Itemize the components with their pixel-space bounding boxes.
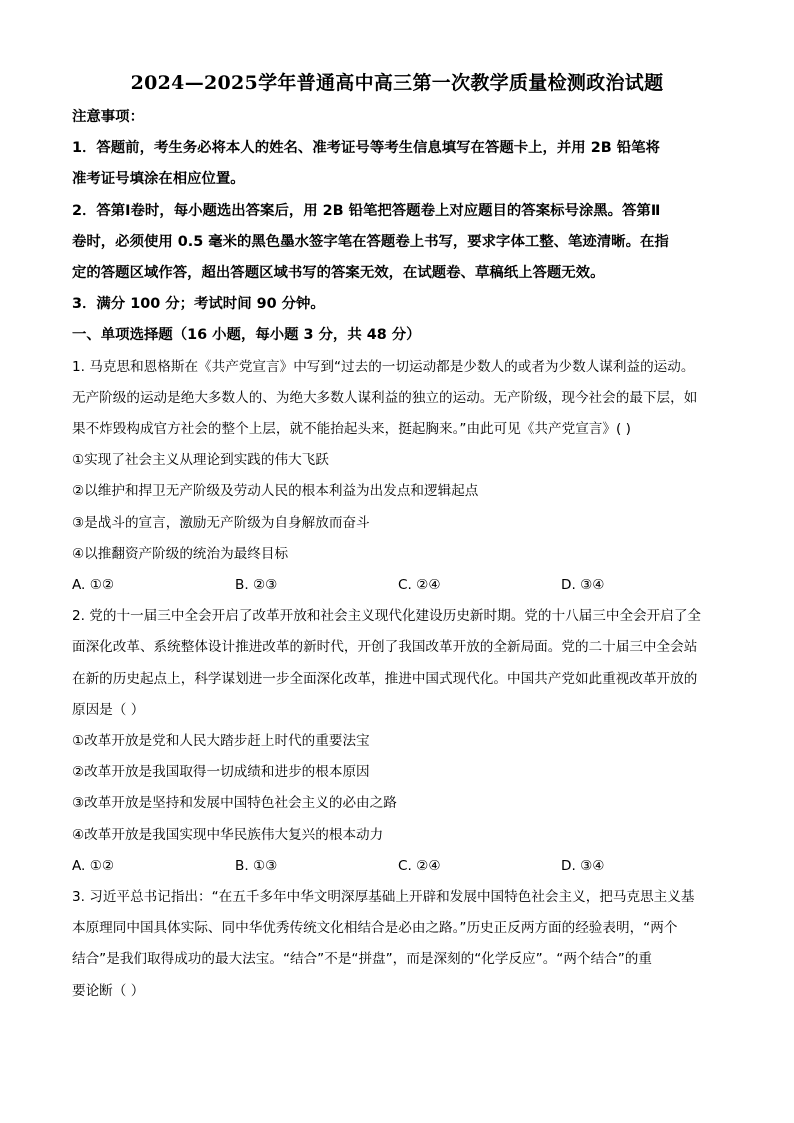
question-statement: ④以推翻资产阶级的统治为最终目标	[72, 545, 289, 562]
question-stem-line: 3. 习近平总书记指出：“在五千多年中华文明深厚基础上开辟和发展中国特色社会主义，把马克思主义基	[72, 889, 695, 906]
answer-options	[72, 570, 724, 601]
notice-line: 定的答题区域作答，超出答题区域书写的答案无效，在试题卷、草稿纸上答题无效。	[72, 265, 605, 282]
question-statement: ②改革开放是我国取得一切成绩和进步的根本原因	[72, 764, 370, 781]
page-title: 2024—2025学年普通高中高三第一次教学质量检测政治试题	[130, 72, 664, 94]
answer-options	[72, 851, 724, 882]
question-statement: ②以维护和捍卫无产阶级及劳动人民的根本利益为出发点和逻辑起点	[72, 483, 479, 500]
question-stem-line: 本原理同中国具体实际、同中华优秀传统文化相结合是必由之路。”历史正反两方面的经验表明，“两个	[72, 920, 678, 937]
question-stem-line: 结合”是我们取得成功的最大法宝。“结合”不是“拼盘”，而是深刻的“化学反应”。“两个结合”的重	[72, 951, 652, 968]
notice-line: 准考证号填涂在相应位置。	[72, 171, 245, 188]
question-stem-line: 1. 马克思和恩格斯在《共产党宣言》中写到“过去的一切运动都是少数人的或者为少数人谋利益的运动。	[72, 358, 695, 375]
option-d: D. ③④	[561, 577, 605, 594]
option-a: A. ①②	[72, 577, 115, 594]
question-1	[72, 352, 724, 602]
question-stem-line: 面深化改革、系统整体设计推进改革的新时代，开创了我国改革开放的全新局面。党的二十届三中全会站	[72, 639, 698, 656]
question-stem-line: 无产阶级的运动是绝大多数人的、为绝大多数人谋利益的独立的运动。无产阶级，现今社会的最下层，如	[72, 389, 698, 406]
question-stem-line: 原因是（ ）	[72, 701, 145, 718]
section-heading: 一、单项选择题（16 小题，每小题 3 分，共 48 分）	[72, 327, 421, 344]
question-statement: ③是战斗的宣言，激励无产阶级为自身解放而奋斗	[72, 514, 370, 531]
question-stem-line: 在新的历史起点上，科学谋划进一步全面深化改革，推进中国式现代化。中国共产党如此重视改革开放的	[72, 670, 698, 687]
exam-content	[72, 102, 724, 1007]
option-b: B. ②③	[235, 577, 278, 594]
question-statement: ①改革开放是党和人民大踏步赶上时代的重要法宝	[72, 733, 370, 750]
question-stem-line: 要论断（ ）	[72, 982, 145, 999]
question-stem-line: 2. 党的十一届三中全会开启了改革开放和社会主义现代化建设历史新时期。党的十八届三中全会开启了全	[72, 608, 702, 625]
notice-line: 卷时，必须使用 0.5 毫米的黑色墨水签字笔在答题卷上书写，要求字体工整、笔迹清晰。在指	[72, 233, 669, 250]
question-statement: ④改革开放是我国实现中华民族伟大复兴的根本动力	[72, 826, 384, 843]
question-3	[72, 882, 724, 1007]
option-c: C. ②④	[398, 577, 441, 594]
option-d: D. ③④	[561, 857, 605, 874]
notice-line: 3．满分 100 分；考试时间 90 分钟。	[72, 296, 325, 313]
question-statement: ③改革开放是坚持和发展中国特色社会主义的必由之路	[72, 795, 397, 812]
option-a: A. ①②	[72, 857, 115, 874]
notice-line: 1．答题前，考生务必将本人的姓名、准考证号等考生信息填写在答题卡上，并用 2B 铅笔将	[72, 140, 660, 157]
question-2	[72, 601, 724, 882]
option-b: B. ①③	[235, 857, 278, 874]
option-c: C. ②④	[398, 857, 441, 874]
question-statement: ①实现了社会主义从理论到实践的伟大飞跃	[72, 452, 329, 469]
question-stem-line: 果不炸毁构成官方社会的整个上层，就不能抬起头来，挺起胸来。”由此可见《共产党宣言》( )	[72, 421, 631, 438]
notice-line: 2．答第Ⅰ卷时，每小题选出答案后，用 2B 铅笔把答题卷上对应题目的答案标号涂黑。答第Ⅱ	[72, 202, 661, 219]
notice-heading: 注意事项：	[72, 109, 144, 125]
